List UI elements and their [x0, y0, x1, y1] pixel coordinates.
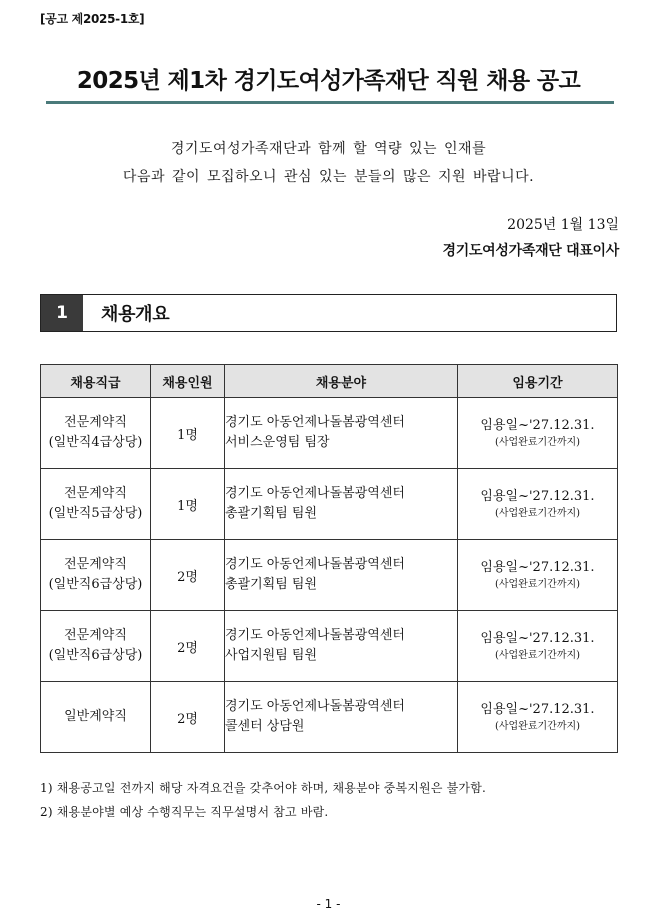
position-type: 일반계약직	[64, 709, 127, 724]
document-title: 2025년 제1차 경기도여성가족재단 직원 채용 공고	[76, 68, 581, 94]
field-cell	[225, 540, 458, 611]
field-team: 서비스운영팀 팀장	[225, 435, 330, 450]
header-field: 채용분야	[225, 365, 458, 398]
page-number: - 1 -	[316, 897, 341, 911]
term-note: (사업완료기간까지)	[494, 650, 581, 661]
section-title: 채용개요	[101, 304, 170, 325]
table-header-row	[41, 365, 618, 398]
table-row	[41, 611, 618, 682]
field-center: 경기도 아동언제나돌봄광역센터	[225, 628, 405, 643]
position-type: 전문계약직	[64, 628, 127, 643]
section-number: 1	[41, 295, 83, 331]
recruitment-table	[40, 364, 618, 753]
table-row	[41, 540, 618, 611]
count-cell: 2명	[151, 682, 225, 753]
field-cell	[225, 611, 458, 682]
term-period: 임용일~'27.12.31.	[480, 418, 595, 433]
term-period: 임용일~'27.12.31.	[480, 560, 595, 575]
term-cell	[458, 469, 618, 540]
position-grade: (일반직4급상당)	[48, 435, 143, 450]
field-center: 경기도 아동언제나돌봄광역센터	[225, 699, 405, 714]
field-team: 콜센터 상담원	[225, 719, 305, 734]
term-note: (사업완료기간까지)	[494, 508, 581, 519]
position-cell	[41, 611, 151, 682]
title-underline	[46, 101, 614, 104]
position-cell	[41, 682, 151, 753]
position-type: 전문계약직	[64, 557, 127, 572]
field-center: 경기도 아동언제나돌봄광역센터	[225, 415, 405, 430]
field-team: 사업지원팀 팀원	[225, 648, 318, 663]
table-row	[41, 682, 618, 753]
header-position: 채용직급	[41, 365, 151, 398]
footnote-2: 2) 채용분야별 예상 수행직무는 직무설명서 참고 바람.	[40, 805, 329, 819]
field-cell	[225, 469, 458, 540]
position-grade: (일반직5급상당)	[48, 506, 143, 521]
count-cell: 2명	[151, 540, 225, 611]
issuer-name: 경기도여성가족재단 대표이사	[442, 243, 619, 259]
term-cell	[458, 682, 618, 753]
position-cell	[41, 540, 151, 611]
position-grade: (일반직6급상당)	[48, 577, 143, 592]
position-cell	[41, 398, 151, 469]
term-cell	[458, 398, 618, 469]
field-cell	[225, 682, 458, 753]
header-term: 임용기간	[458, 365, 618, 398]
intro-line-2: 다음과 같이 모집하오니 관심 있는 분들의 많은 지원 바랍니다.	[122, 169, 535, 185]
position-grade: (일반직6급상당)	[48, 648, 143, 663]
field-team: 총괄기획팀 팀원	[225, 506, 318, 521]
table-row	[41, 469, 618, 540]
announcement-date: 2025년 1월 13일	[507, 217, 619, 233]
position-type: 전문계약직	[64, 486, 127, 501]
field-center: 경기도 아동언제나돌봄광역센터	[225, 486, 405, 501]
term-note: (사업완료기간까지)	[494, 721, 581, 732]
term-period: 임용일~'27.12.31.	[480, 489, 595, 504]
intro-line-1: 경기도여성가족재단과 함께 할 역량 있는 인재를	[170, 141, 487, 157]
count-cell: 1명	[151, 469, 225, 540]
header-count: 채용인원	[151, 365, 225, 398]
count-cell: 1명	[151, 398, 225, 469]
term-note: (사업완료기간까지)	[494, 579, 581, 590]
field-team: 총괄기획팀 팀원	[225, 577, 318, 592]
count-cell: 2명	[151, 611, 225, 682]
term-period: 임용일~'27.12.31.	[480, 702, 595, 717]
term-cell	[458, 611, 618, 682]
footnote-1: 1) 채용공고일 전까지 해당 자격요건을 갖추어야 하며, 채용분야 중복지원은 불가함.	[40, 781, 487, 795]
field-center: 경기도 아동언제나돌봄광역센터	[225, 557, 405, 572]
term-note: (사업완료기간까지)	[494, 437, 581, 448]
term-period: 임용일~'27.12.31.	[480, 631, 595, 646]
section-header	[40, 294, 617, 332]
table-row	[41, 398, 618, 469]
position-type: 전문계약직	[64, 415, 127, 430]
position-cell	[41, 469, 151, 540]
field-cell	[225, 398, 458, 469]
notice-number: [공고 제2025-1호]	[40, 12, 145, 26]
term-cell	[458, 540, 618, 611]
